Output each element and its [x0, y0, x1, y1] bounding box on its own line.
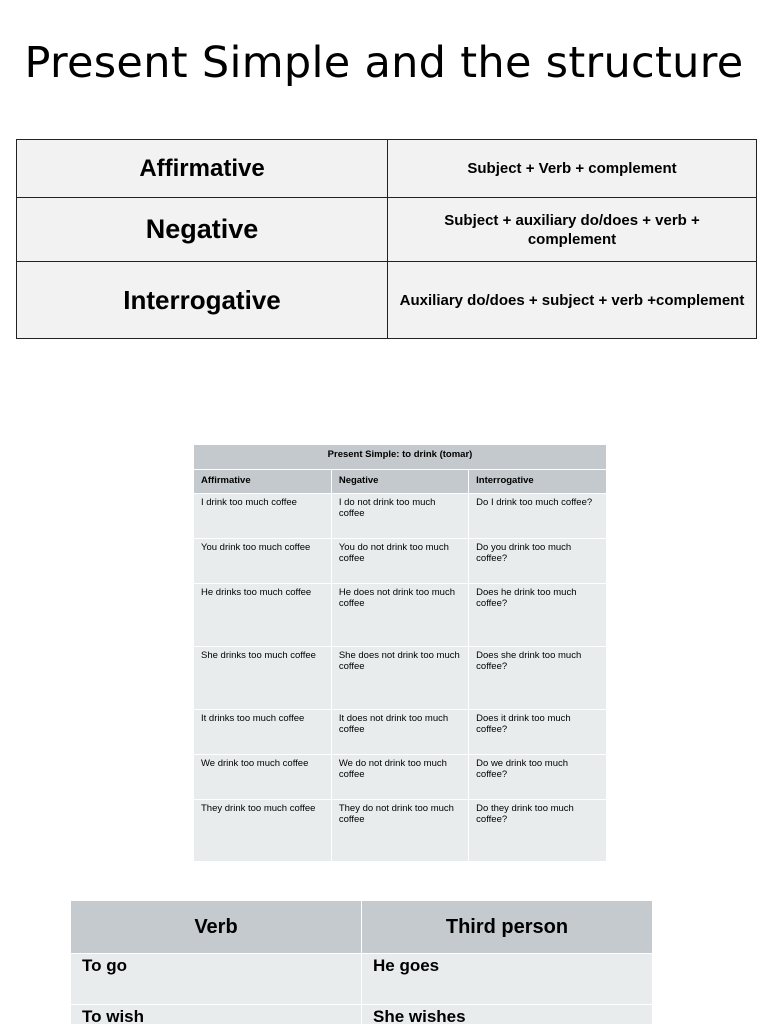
negative-cell: It does not drink too much coffee [331, 710, 468, 755]
conjugation-title: Present Simple: to drink (tomar) [194, 445, 606, 470]
affirmative-cell: It drinks too much coffee [194, 710, 331, 755]
structure-table [16, 139, 757, 339]
verb-table [71, 901, 652, 1024]
interrogative-cell: Does he drink too much coffee? [469, 584, 606, 647]
affirmative-cell: She drinks too much coffee [194, 647, 331, 710]
verb-cell: To go [71, 954, 362, 1005]
affirmative-cell: You drink too much coffee [194, 539, 331, 584]
third-person-cell: He goes [362, 954, 653, 1005]
structure-label: Negative [17, 198, 388, 262]
negative-cell: I do not drink too much coffee [331, 494, 468, 539]
negative-cell: He does not drink too much coffee [331, 584, 468, 647]
table-row [194, 800, 606, 862]
interrogative-cell: Do they drink too much coffee? [469, 800, 606, 862]
structure-row [17, 140, 757, 198]
column-header-affirmative: Affirmative [194, 470, 331, 494]
interrogative-cell: Does it drink too much coffee? [469, 710, 606, 755]
table-row [194, 755, 606, 800]
table-row [194, 494, 606, 539]
structure-row [17, 198, 757, 262]
page-title: Present Simple and the structure [24, 38, 744, 88]
column-header-negative: Negative [331, 470, 468, 494]
structure-formula: Subject + Verb + complement [388, 140, 757, 198]
structure-label: Affirmative [17, 140, 388, 198]
interrogative-cell: Do I drink too much coffee? [469, 494, 606, 539]
table-row [194, 710, 606, 755]
negative-cell: They do not drink too much coffee [331, 800, 468, 862]
interrogative-cell: Does she drink too much coffee? [469, 647, 606, 710]
table-row [71, 954, 652, 1005]
structure-label: Interrogative [17, 262, 388, 339]
column-header-verb: Verb [71, 901, 362, 954]
affirmative-cell: He drinks too much coffee [194, 584, 331, 647]
column-header-third-person: Third person [362, 901, 653, 954]
negative-cell: We do not drink too much coffee [331, 755, 468, 800]
conjugation-header-row [194, 470, 606, 494]
structure-formula: Auxiliary do/does + subject + verb +complement [388, 262, 757, 339]
negative-cell: She does not drink too much coffee [331, 647, 468, 710]
affirmative-cell: They drink too much coffee [194, 800, 331, 862]
third-person-cell: She wishes [362, 1005, 653, 1024]
verb-cell: To wish [71, 1005, 362, 1024]
conjugation-table [194, 445, 606, 862]
table-row [194, 539, 606, 584]
table-row [194, 647, 606, 710]
verb-header-row [71, 901, 652, 954]
table-row [71, 1005, 652, 1024]
structure-formula: Subject + auxiliary do/does + verb + complement [388, 198, 757, 262]
affirmative-cell: We drink too much coffee [194, 755, 331, 800]
interrogative-cell: Do you drink too much coffee? [469, 539, 606, 584]
interrogative-cell: Do we drink too much coffee? [469, 755, 606, 800]
structure-row [17, 262, 757, 339]
column-header-interrogative: Interrogative [469, 470, 606, 494]
conjugation-title-row [194, 445, 606, 470]
negative-cell: You do not drink too much coffee [331, 539, 468, 584]
affirmative-cell: I drink too much coffee [194, 494, 331, 539]
table-row [194, 584, 606, 647]
